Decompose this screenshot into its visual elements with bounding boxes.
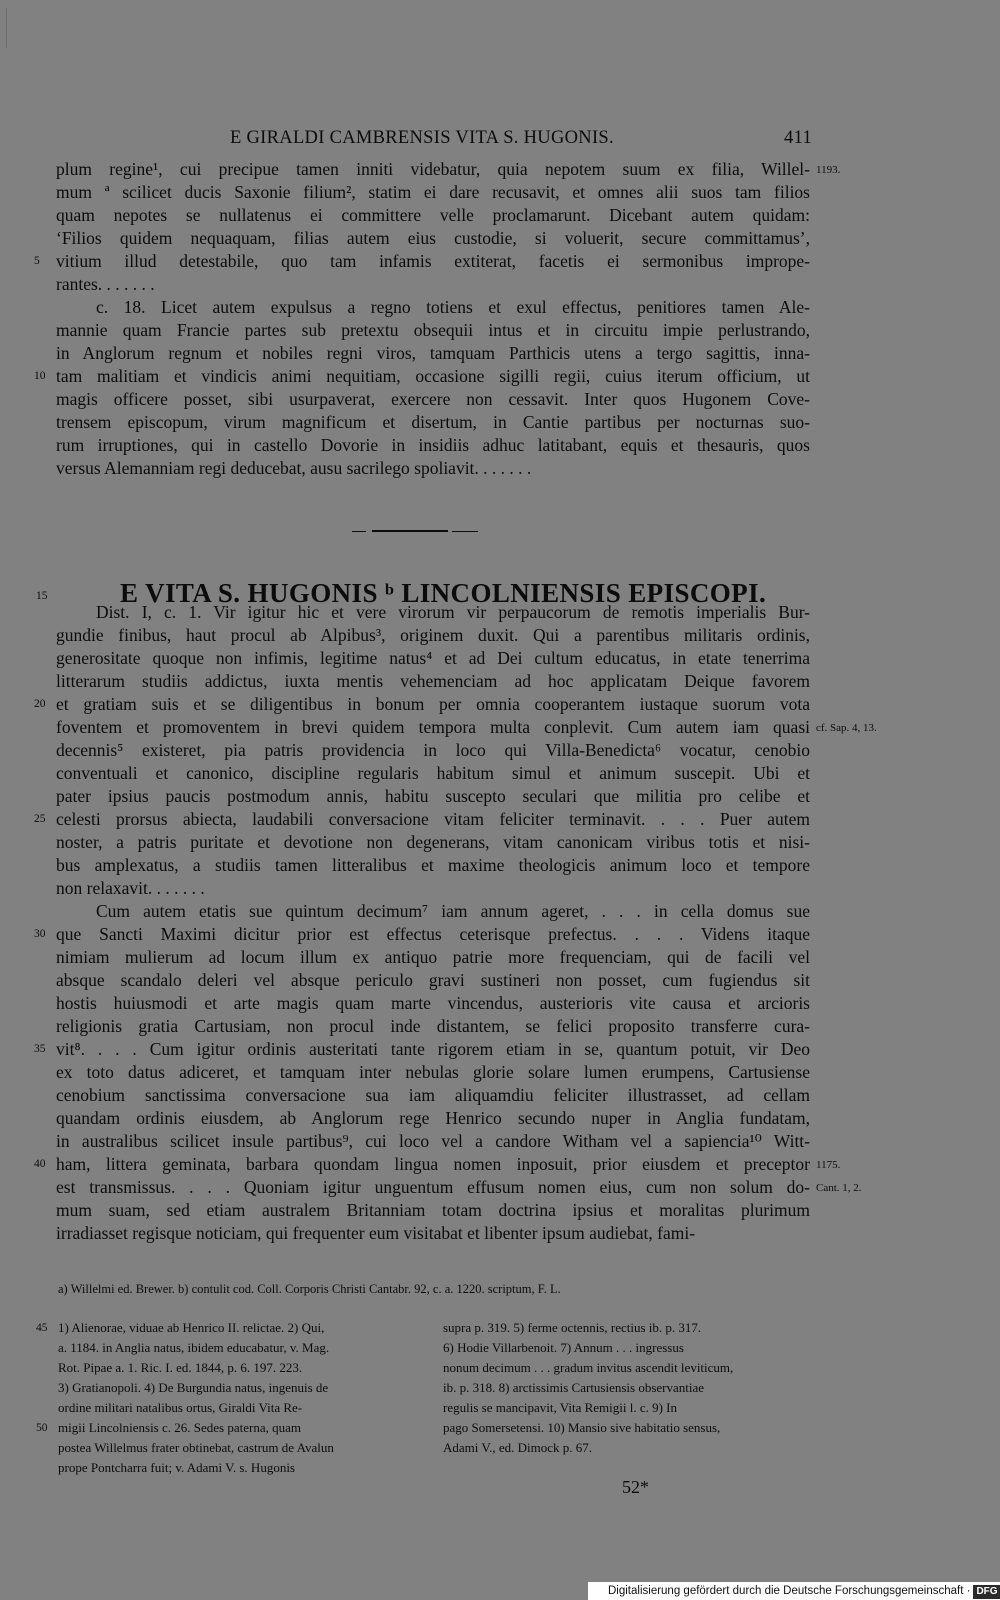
text-line: [34, 250, 810, 273]
line-text: decennis⁵ existeret, pia patris providencia in loco qui Villa-Benedicta⁶ vocatur, cenobio: [56, 740, 810, 760]
line-text: cenobium sanctissima conversacione sua iam aliquamdiu feliciter illustrasset, ad cellam: [56, 1085, 810, 1105]
funding-footer: [588, 1582, 1000, 1600]
line-text: absque scandalo deleri vel absque periculo gravi sustineri non posset, cum fugiendus sit: [56, 970, 810, 990]
line-text: vit⁸. . . . Cum igitur ordinis austeritati tante rigorem etiam in se, quantum potuit, vir Deo: [56, 1039, 810, 1059]
footnote-line: [443, 1398, 811, 1418]
text-line: [34, 808, 810, 831]
footnote-text: nonum decimum . . . gradum invitus ascendit leviticum,: [443, 1360, 734, 1375]
text-line: [56, 624, 810, 647]
footnote-line: [58, 1458, 428, 1478]
line-number: 35: [34, 1043, 46, 1055]
footnote-text: prope Pontcharra fuit; v. Adami V. s. Hugonis: [58, 1460, 295, 1475]
text-line: [34, 1038, 810, 1061]
line-text: celesti prorsus abiecta, laudabili conversacione vitam feliciter terminavit. . . . Puer autem: [56, 809, 810, 829]
line-number: 45: [36, 1322, 48, 1334]
text-line: [34, 1153, 841, 1176]
footnote-line: [58, 1438, 428, 1458]
text-line: [56, 1176, 862, 1199]
footnotes-left-column: [36, 1318, 428, 1478]
text-line: [56, 762, 810, 785]
line-text: trensem episcopum, virum magnificum et disertum, in Cantie partibus per nocturnas suo-: [56, 412, 810, 432]
footnote-text: pago Somersetensi. 10) Mansio sive habitatio sensus,: [443, 1420, 721, 1435]
text-line: [56, 273, 810, 296]
footnote-text: supra p. 319. 5) ferme octennis, rectius ib. p. 317.: [443, 1320, 702, 1335]
text-line: [34, 923, 810, 946]
text-line: [56, 854, 810, 877]
heading-line-number: 15: [36, 590, 48, 602]
line-text: pater ipsius paucis postmodum annis, habitu suscepto seculari que militia pro celibe et: [56, 786, 810, 806]
line-text: plum regine¹, cui precipue tamen inniti videbatur, quia nepotem suum ex filia, Willel-: [56, 159, 810, 179]
line-text: ‘Filios quidem nequaquam, filias autem eius custodie, si voluerit, secure committamus’,: [56, 228, 810, 248]
line-text: irradiasset regisque noticiam, qui frequenter eum visitabat et libenter ipsum audiebat, fami-: [56, 1223, 696, 1243]
line-number: 5: [34, 255, 40, 267]
page-number: 411: [784, 128, 812, 148]
text-line: [56, 900, 810, 923]
text-line: [34, 365, 810, 388]
line-text: magis officere posset, sibi usurpaverat, exercere non cessavit. Inter quos Hugonem Cove-: [56, 389, 810, 409]
line-text: quandam ordinis eiusdem, ab Anglorum rege Henrico secundo nuper in Anglia fundatam,: [56, 1108, 810, 1128]
footnotes-right-column: [443, 1318, 811, 1458]
line-text: rantes. . . . . . .: [56, 274, 155, 294]
footnote-text: migii Lincolniensis c. 26. Sedes paterna, quam: [58, 1420, 301, 1435]
dfg-logo: DFG: [973, 1585, 1000, 1599]
line-number: 40: [34, 1158, 46, 1170]
line-text: tam malitiam et vindicis animi nequitiam, occasione sigilli regii, cuius iterum officium, ut: [56, 366, 810, 386]
funding-text: Digitalisierung gefördert durch die Deutsche Forschungsgemeinschaft ·: [608, 1585, 971, 1597]
margin-note: 1175.: [816, 1159, 841, 1171]
text-line: [56, 670, 810, 693]
line-text: et gratiam suis et se diligentibus in bonum per omnia cooperantem iustaque suorum vota: [56, 694, 810, 714]
text-line: [56, 1084, 810, 1107]
text-line: [56, 831, 810, 854]
footnote-line: [443, 1318, 811, 1338]
line-text: non relaxavit. . . . . . .: [56, 878, 205, 898]
margin-note: 1193.: [816, 164, 841, 176]
text-line: [56, 227, 810, 250]
scan-edge-mark: [6, 8, 7, 48]
footnote-line: [58, 1338, 428, 1358]
footnote-text: regulis se mancipavit, Vita Remigii l. c. 9) In: [443, 1400, 678, 1415]
footnote-apparatus: a) Willelmi ed. Brewer. b) contulit cod. Coll. Corporis Christi Cantabr. 92, c. a. 1220. scriptum, F. L.: [58, 1282, 561, 1296]
text-line: [56, 457, 810, 480]
text-line: [56, 992, 810, 1015]
line-number: 20: [34, 698, 46, 710]
line-text: in Anglorum regnum et nobiles regni viros, tamquam Parthicis utens a tergo sagittis, inna-: [56, 343, 810, 363]
line-text: Cum autem etatis sue quintum decimum⁷ iam annum ageret, . . . in cella domus sue: [96, 901, 810, 921]
text-line: [56, 785, 810, 808]
running-head-title: E GIRALDI CAMBRENSIS VITA S. HUGONIS.: [230, 128, 614, 148]
line-text: hostis huiusmodi et arte magis quam marte vincendus, austerioris vite causa et arcioris: [56, 993, 810, 1013]
section-1-text: [34, 158, 841, 480]
text-line: [56, 969, 810, 992]
line-text: in australibus scilicet insule partibus⁹, cui loco vel a candore Witham vel a sapiencia¹⁰ Witt-: [56, 1131, 810, 1151]
text-line: [34, 693, 810, 716]
footnote-text: ib. p. 318. 8) arctissimis Cartusiensis observantiae: [443, 1380, 705, 1395]
footnote-text: 6) Hodie Villarbenoit. 7) Annum . . . ingressus: [443, 1340, 684, 1355]
text-line: [56, 1107, 810, 1130]
text-line: [56, 877, 810, 900]
line-text: ex toto datus adiceret, et tamquam inter nebulas glorie solare lumen erumpens, Cartusiense: [56, 1062, 810, 1082]
line-text: rum irruptiones, qui in castello Dovorie in insidiis adhuc latitabant, equis et thesauris, quos: [56, 435, 810, 455]
footnote-line: [36, 1418, 428, 1438]
footnote-text: 3) Gratianopoli. 4) De Burgundia natus, ingenuis de: [58, 1380, 329, 1395]
footnote-text: 1) Alienorae, viduae ab Henrico II. relictae. 2) Qui,: [58, 1320, 325, 1335]
footnote-line: [36, 1318, 428, 1338]
line-text: generositate quoque non infimis, legitime natus⁴ et ad Dei cultum educatus, in etate tenerrima: [56, 648, 810, 668]
line-text: mannie quam Francie partes sub pretextu obsequii intus et in circuitu impie perlustrando,: [56, 320, 810, 340]
text-line: [56, 946, 810, 969]
line-text: mum ª scilicet ducis Saxonie filium², statim ei dare recusavit, et omnes alii suos tam filios: [56, 182, 810, 202]
section-2-text: [34, 601, 877, 1245]
line-number: 10: [34, 370, 46, 382]
line-text: vitium illud detestabile, quo tam infamis extiterat, facetis ei sermonibus imprope-: [56, 251, 810, 271]
line-text: nimiam mulierum ad locum illum ex antiquo patrie more frequenciam, qui de facili vel: [56, 947, 810, 967]
line-text: est transmissus. . . . Quoniam igitur unguentum effusum nomen eius, cum non solum do-: [56, 1177, 810, 1197]
line-text: versus Alemanniam regi deducebat, ausu sacrilego spoliavit. . . . . . .: [56, 458, 532, 478]
footnote-line: [58, 1378, 428, 1398]
footnote-line: [443, 1358, 811, 1378]
footnote-text: Rot. Pipae a. 1. Ric. I. ed. 1844, p. 6. 197. 223.: [58, 1360, 303, 1375]
line-number: 30: [34, 928, 46, 940]
line-text: Dist. I, c. 1. Vir igitur hic et vere virorum vir perpaucorum de remotis imperialis Bur-: [96, 602, 810, 622]
text-line: [56, 204, 810, 227]
text-line: [56, 739, 810, 762]
text-line: [56, 181, 810, 204]
line-text: ham, littera geminata, barbara quondam lingua nomen inposuit, prior eiusdem et preceptor: [56, 1154, 810, 1174]
sheet-number: 52*: [622, 1477, 649, 1497]
text-line: [56, 1015, 810, 1038]
text-line: [56, 1061, 810, 1084]
line-text: que Sancti Maximi dicitur prior est effectus ceterisque prefectus. . . . Videns itaque: [56, 924, 810, 944]
footnote-line: [58, 1358, 428, 1378]
margin-note: Cant. 1, 2.: [816, 1182, 862, 1194]
text-line: [56, 1130, 810, 1153]
text-line: [56, 158, 841, 181]
section-divider: [352, 529, 478, 533]
line-text: religionis gratia Cartusiam, non procul inde distantem, se felici proposito transferre cura-: [56, 1016, 810, 1036]
text-line: [56, 601, 810, 624]
line-text: conventuali et canonico, discipline regularis habitum simul et animum suscepit. Ubi et: [56, 763, 810, 783]
text-line: [56, 647, 810, 670]
footnote-text: postea Willelmus frater obtinebat, castrum de Avalun: [58, 1440, 334, 1455]
line-text: mum suam, sed etiam australem Britanniam totam doctrina ipsius et moralitas plurimum: [56, 1200, 810, 1220]
text-line: [56, 388, 810, 411]
text-line: [56, 434, 810, 457]
text-line: [56, 296, 810, 319]
text-line: [56, 716, 877, 739]
footnote-line: [443, 1438, 811, 1458]
text-line: [56, 411, 810, 434]
footnote-line: [443, 1338, 811, 1358]
footnote-text: Adami V., ed. Dimock p. 67.: [443, 1440, 593, 1455]
text-line: [56, 1199, 810, 1222]
text-line: [56, 319, 810, 342]
line-text: quam nepotes se nullatenus ei committere velle proclamarunt. Dicebant autem quidam:: [56, 205, 810, 225]
line-text: c. 18. Licet autem expulsus a regno totiens et exul effectus, penitiores tamen Ale-: [96, 297, 810, 317]
text-line: [56, 1222, 810, 1245]
line-text: noster, a patris puritate et devotione non degenerans, vitam canonicam viribus totis et nisi-: [56, 832, 810, 852]
line-text: foventem et promoventem in brevi quidem tempora multa conplevit. Cum autem iam quasi: [56, 717, 810, 737]
line-number: 25: [34, 813, 46, 825]
line-number: 50: [36, 1422, 48, 1434]
footnote-text: ordine militari natalibus ortus, Giraldi Vita Re-: [58, 1400, 303, 1415]
footnote-text: a. 1184. in Anglia natus, ibidem educabatur, v. Mag.: [58, 1340, 330, 1355]
line-text: litterarum studiis addictus, iuxta mentis vehemenciam ad hoc applicatam Deique favorem: [56, 671, 810, 691]
footnote-line: [443, 1418, 811, 1438]
footnote-line: [58, 1398, 428, 1418]
text-line: [56, 342, 810, 365]
footnote-line: [443, 1378, 811, 1398]
line-text: gundie finibus, haut procul ab Alpibus³, originem duxit. Qui a parentibus militaris ordinis,: [56, 625, 810, 645]
line-text: bus amplexatus, a studiis tamen litteralibus et maxime theologicis animum loco et tempore: [56, 855, 810, 875]
margin-note: cf. Sap. 4, 13.: [816, 722, 877, 734]
section-heading: E VITA S. HUGONIS ᵇ LINCOLNIENSIS EPISCOPI.: [120, 578, 767, 608]
